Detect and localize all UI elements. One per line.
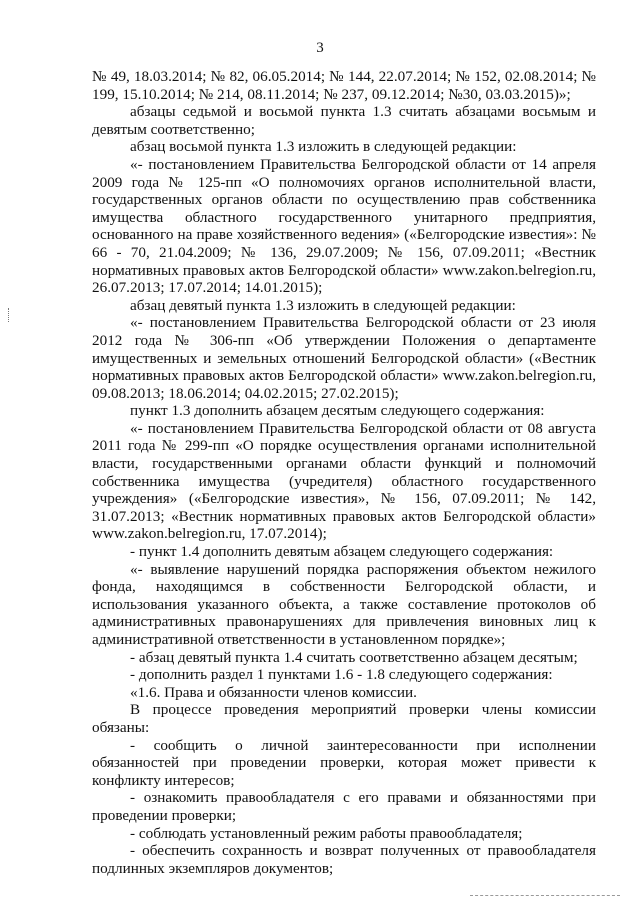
paragraph: «- постановлением Правительства Белгородской области от 08 августа 2011 года № 299-пп «О порядке осуществления органами исполнительной власти, государственными органами области функций и полномочий собственника имущества (учредителя) областного государственного учреждения» («Белгородские известия», № 156, 07.09.2011; № 142, 31.07.2013; «Вестник нормативных правовых актов Белгородской области» www.zakon.belregion.ru, 17.07.2014);: [92, 419, 596, 543]
paragraph: - дополнить раздел 1 пунктами 1.6 - 1.8 следующего содержания:: [130, 666, 553, 684]
paragraph: абзацы седьмой и восьмой пункта 1.3 считать абзацами восьмым и девятым соответственно;: [92, 103, 596, 138]
scan-bottom-mark: [470, 895, 620, 900]
paragraph: пункт 1.3 дополнить абзацем десятым следующего содержания:: [130, 402, 545, 420]
page-number: 3: [316, 40, 324, 56]
paragraph: В процессе проведения мероприятий проверки члены комиссии обязаны:: [92, 701, 596, 736]
paragraph: - пункт 1.4 дополнить девятым абзацем следующего содержания:: [130, 543, 554, 561]
paragraph: - сообщить о личной заинтересованности при исполнении обязанностей при проведении проверки, которая может привести к конфликту интересов;: [92, 736, 596, 789]
paragraph: «- постановлением Правительства Белгородской области от 23 июля 2012 года № 306-пп «Об утверждении Положения о департаменте имущественных и земельных отношений Белгородской области» («Вестник нормативных правовых актов Белгородской области» www.zakon.belregion.ru, 09.08.2013; 18.06.2014; 04.02.2015; 27.02.2015);: [92, 314, 596, 402]
paragraph: «- выявление нарушений порядка распоряжения объектом нежилого фонда, находящимся в собственности Белгородской области, и использования указанного объекта, а также составление протоколов об административных правонарушениях для привлечения виновных лиц к административной ответственности в установленном порядке»;: [92, 560, 596, 648]
document-body: [92, 68, 596, 877]
paragraph: - абзац девятый пункта 1.4 считать соответственно абзацем десятым;: [130, 648, 578, 666]
paragraph: абзац восьмой пункта 1.3 изложить в следующей редакции:: [130, 138, 517, 156]
scan-margin-mark: [8, 308, 12, 322]
paragraph: «1.6. Права и обязанности членов комиссии.: [130, 683, 417, 701]
paragraph: - соблюдать установленный режим работы правообладателя;: [130, 824, 523, 842]
paragraph: абзац девятый пункта 1.3 изложить в следующей редакции:: [130, 296, 516, 314]
paragraph: - обеспечить сохранность и возврат полученных от правообладателя подлинных экземпляров документов;: [92, 842, 596, 877]
paragraph: - ознакомить правообладателя с его правами и обязанностями при проведении проверки;: [92, 789, 596, 824]
paragraph: № 49, 18.03.2014; № 82, 06.05.2014; № 144, 22.07.2014; № 152, 02.08.2014; № 199, 15.10.2014; № 214, 08.11.2014; № 237, 09.12.2014; №30, 03.03.2015)»;: [92, 68, 596, 103]
paragraph: «- постановлением Правительства Белгородской области от 14 апреля 2009 года № 125-пп «О полномочиях органов исполнительной власти, государственных органов области по осуществлению прав собственника имущества областного государственного унитарного предприятия, основанного на праве хозяйственного ведения» («Белгородские известия»: № 66 - 70, 21.04.2009; № 136, 29.07.2009; № 156, 07.09.2011; «Вестник нормативных правовых актов Белгородской области» www.zakon.belregion.ru, 26.07.2013; 17.07.2014; 14.01.2015);: [92, 155, 596, 297]
